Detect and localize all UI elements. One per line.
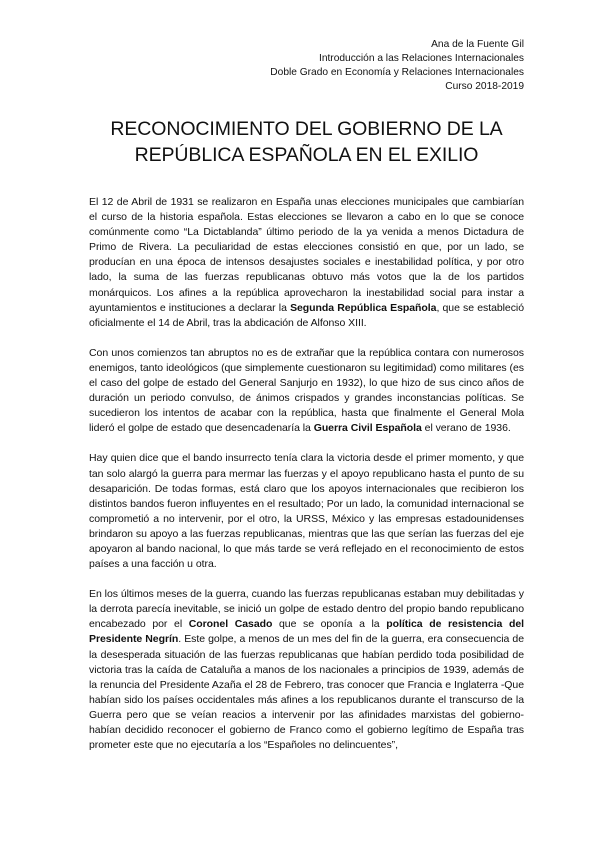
paragraph-4 xyxy=(89,587,524,753)
paragraph-3-text-a: Hay quien dice que el bando insurrecto tenía clara la victoria desde el primer momento, y que tan solo alargó la guerra para mermar las fuerzas y el apoyo republicano hasta el punto de su desaparición. De todas formas, está claro que los apoyos internacionales que recibieron los distintos bandos fueron influyentes en el resultado; Por un lado, la comunidad internacional se comprometió a no intervenir, por el otro, la URSS, México y las empresas estadounidenses brindaron su apoyo a las fuerzas republicanas, mientras que las que serían las fuerzas del eje apoyaron al bando nacional, lo que más tarde se verá reflejado en el reconocimiento de estos países a una facción u otra. xyxy=(89,452,524,571)
title-line-2: REPÚBLICA ESPAÑOLA EN EL EXILIO xyxy=(134,144,479,166)
paragraph-4-text-b: que se oponía a la xyxy=(272,618,387,631)
author-name: Ana de la Fuente Gil xyxy=(431,39,524,50)
paragraph-2-bold-a: Guerra Civil Española xyxy=(313,422,422,435)
academic-year: Curso 2018-2019 xyxy=(445,81,524,92)
paragraph-1-text-a: El 12 de Abril de 1931 se realizaron en España unas elecciones municipales que cambiarían el curso de la historia española. Estas elecciones se llevaron a cabo en lo que se conoce comúnmente como “La Dictablanda” último periodo de la ya venida a menos Dictadura de Primo de Rivera. La peculiaridad de estas elecciones consistió en que, por un lado, se producían en una época de intensos desajustes sociales e inestabilidad política, y por otro lado, la suma de las fuerzas republicanas obtuvo más votos que la de los partidos monárquicos. Los afines a la república aprovecharon la inestabilidad social para instar a ayuntamientos e instituciones a declarar la xyxy=(89,196,524,314)
paragraph-1-text-b: , que se estableció oficialmente el 14 de Abril, tras la abdicación de Alfonso XIII. xyxy=(89,301,524,329)
course-name: Introducción a las Relaciones Internacionales xyxy=(318,53,524,64)
paragraph-1-bold-a: Segunda República Española xyxy=(290,301,437,314)
paragraph-3 xyxy=(89,451,524,572)
title-line-1: RECONOCIMIENTO DEL GOBIERNO DE LA xyxy=(110,118,503,140)
paragraph-2 xyxy=(89,346,524,437)
paragraph-2-text-b: el verano de 1936. xyxy=(421,422,511,435)
paragraph-4-text-c: . Este golpe, a menos de un mes del fin de la guerra, era consecuencia de la desesperada situación de las fuerzas republicanas que habían perdido toda posibilidad de victoria tras la caída de Cataluña a manos de los nacionales a principios de 1939, además de la renuncia del Presidente Azaña el 28 de Febrero, tras conocer que Francia e Inglaterra -Que habían sido los países occidentales más afines a los republicanos durante el transcurso de la Guerra pero que se veían reacios a intervenir por las afinidades marxistas del gobierno- habían decidido reconocer el gobierno de Franco como el gobierno legítimo de España tras prometer este que no ejecutaría a los “Españoles no delincuentes”, xyxy=(89,633,524,752)
paragraph-4-bold-b: política de resistencia del Presidente Negrín xyxy=(89,618,525,646)
degree-name: Doble Grado en Economía y Relaciones Internacionales xyxy=(270,67,524,78)
paragraph-1 xyxy=(89,195,524,331)
document-header xyxy=(89,38,524,94)
paragraph-4-text-a: En los últimos meses de la guerra, cuando las fuerzas republicanas estaban muy debilitadas y la derrota parecía inevitable, se inició un golpe de estado dentro del propio bando republicano encabezado por el xyxy=(89,588,524,631)
paragraph-4-bold-a: Coronel Casado xyxy=(188,618,273,631)
document-title xyxy=(89,116,524,168)
paragraph-2-text-a: Con unos comienzos tan abruptos no es de extrañar que la república contara con numerosos enemigos, tanto ideológicos (que simplemente cuestionaron su legitimidad) como militares (es el caso del golpe de estado del General Sanjurjo en 1932), lo que hizo de sus cinco años de duración un periodo convulso, de ánimos crispados y grandes inconstancias políticas. Se sucedieron los intentos de acabar con la república, hasta que finalmente el General Mola lideró el golpe de estado que desencadenaría la xyxy=(89,346,524,435)
